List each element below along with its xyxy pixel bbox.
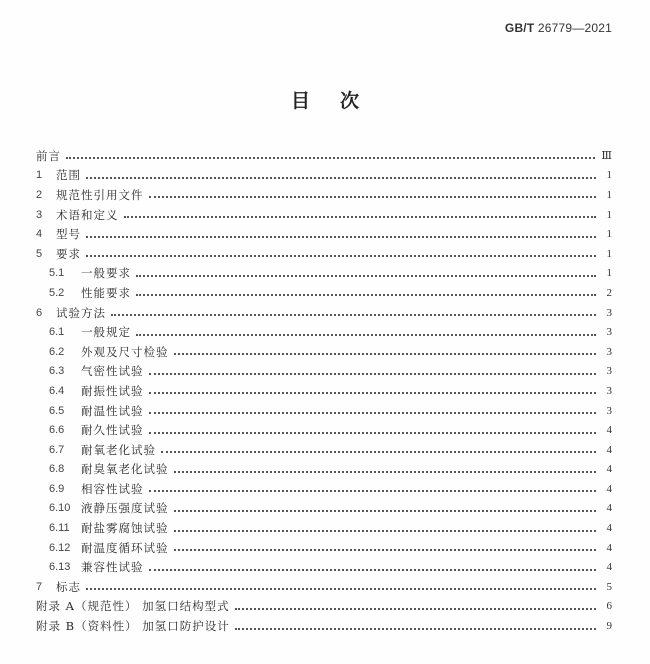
toc-entry[interactable] [36,362,612,382]
toc-dot-leader [149,568,597,571]
toc-entry[interactable] [36,381,612,401]
toc-dot-leader [136,333,596,336]
toc-entry-page: 1 [606,208,612,221]
toc-entry[interactable] [36,205,612,225]
toc-entry-label: 液静压强度试验 [81,501,169,516]
toc-entry-page: 1 [606,267,612,280]
toc-entry-label: 相容性试验 [81,481,144,496]
toc-entry[interactable] [36,303,612,323]
toc-entry-number: 6.7 [49,443,65,456]
toc-entry-page: 4 [606,502,612,515]
toc-entry-page: 5 [606,580,612,593]
toc-entry-label: 耐温度循环试验 [81,540,169,555]
toc-entry[interactable] [36,460,612,480]
toc-entry[interactable] [36,420,612,440]
toc-dot-leader [149,411,597,414]
toc-entry[interactable] [36,557,612,577]
toc-entry[interactable] [36,283,612,303]
toc-entry-label: 耐温性试验 [81,403,144,418]
toc-entry-number: 6.4 [49,384,65,397]
toc-dot-leader [174,352,597,355]
toc-entry-page: 4 [606,482,612,495]
toc-entry-page: 4 [606,463,612,476]
toc-entry-number: 1 [36,169,43,182]
toc-entry-number: 7 [36,580,43,593]
toc-dot-leader [86,587,596,590]
toc-entry-number: 6.5 [49,404,65,417]
toc-entry[interactable] [36,499,612,519]
toc-dot-leader [149,431,597,434]
toc-entry-page: 1 [606,247,612,260]
toc-entry-page: 3 [606,384,612,397]
toc-entry[interactable] [36,224,612,244]
toc-entry-page: 4 [606,443,612,456]
toc-entry-number: 4 [36,228,43,241]
toc-entry-number: 6.6 [49,424,65,437]
toc-entry[interactable] [36,264,612,284]
toc-entry[interactable] [36,146,612,166]
standard-prefix: GB/T [504,21,535,35]
toc-entry-label: 型号 [56,227,81,242]
toc-entry-page: 4 [606,522,612,535]
toc-entry-page: 3 [606,345,612,358]
toc-entry-number: 5.1 [49,267,65,280]
toc-entry[interactable] [36,440,612,460]
toc-entry-label: 标志 [56,579,81,594]
toc-title: 目次 [290,90,389,112]
page-bottom-edge [0,655,650,664]
toc-entry-label: 性能要求 [81,285,131,300]
toc-entry-number: 5 [36,247,43,260]
toc-entry-label: 一般要求 [81,266,131,281]
table-of-contents [36,146,612,636]
toc-entry-label: 耐氧老化试验 [81,442,156,457]
toc-dot-leader [111,313,596,316]
toc-entry[interactable] [36,342,612,362]
toc-entry[interactable] [36,322,612,342]
toc-entry-label: 耐臭氧老化试验 [81,462,169,477]
toc-entry-label: 要求 [56,246,81,261]
toc-entry-number: 6.2 [49,345,65,358]
toc-dot-leader [161,450,596,453]
toc-dot-leader [174,548,597,551]
toc-dot-leader [86,235,596,238]
toc-entry[interactable] [36,244,612,264]
toc-entry-page: 1 [606,188,612,201]
toc-dot-leader [149,489,597,492]
toc-entry-number: 5.2 [49,286,65,299]
toc-dot-leader [174,529,597,532]
toc-entry-number: 6.9 [49,482,65,495]
toc-dot-leader [136,274,596,277]
toc-entry-number: 6.10 [49,502,71,515]
toc-entry-page: 1 [606,169,612,182]
toc-entry-number: 6.11 [49,522,70,535]
toc-entry[interactable] [36,538,612,558]
toc-dot-leader [149,195,597,198]
toc-entry-label: 范围 [56,168,81,183]
toc-entry-page: 9 [606,620,612,633]
toc-dot-leader [149,391,597,394]
toc-entry-number: 6.13 [49,561,71,574]
toc-entry-label: 耐振性试验 [81,383,144,398]
toc-entry-label: 一般规定 [81,325,131,340]
toc-entry-label: 附录 A（规范性） 加氢口结构型式 [36,599,230,614]
toc-entry[interactable] [36,518,612,538]
toc-entry-page: 6 [606,600,612,613]
toc-entry[interactable] [36,401,612,421]
toc-entry-page: 3 [606,326,612,339]
toc-entry[interactable] [36,166,612,186]
toc-entry-number: 6.12 [49,541,71,554]
toc-dot-leader [174,509,597,512]
toc-dot-leader [86,254,596,257]
toc-entry-label: 附录 B（资料性） 加氢口防护设计 [36,619,230,634]
toc-entry-page: 4 [606,424,612,437]
toc-entry-page: 1 [606,228,612,241]
toc-entry-page: 3 [606,404,612,417]
toc-entry-label: 试验方法 [56,305,106,320]
toc-entry-page: 4 [606,561,612,574]
toc-entry-label: 外观及尺寸检验 [81,344,169,359]
toc-entry[interactable] [36,185,612,205]
toc-entry-page: 3 [606,306,612,319]
toc-entry-number: 3 [36,208,43,221]
toc-entry-number: 6.8 [49,463,65,476]
toc-entry[interactable] [36,577,612,597]
toc-entry[interactable] [36,597,612,617]
toc-entry-label: 气密性试验 [81,364,144,379]
toc-dot-leader [174,470,597,473]
toc-entry-number: 2 [36,188,43,201]
toc-entry-number: 6.1 [49,326,65,339]
toc-entry[interactable] [36,479,612,499]
toc-entry-page: Ⅲ [601,150,612,163]
toc-entry-page: 2 [606,286,612,299]
standard-number [505,21,612,35]
toc-dot-leader [136,293,596,296]
toc-entry-label: 前言 [36,148,61,163]
toc-entry-page: 4 [606,541,612,554]
toc-entry[interactable] [36,616,612,636]
toc-entry-number: 6.3 [49,365,65,378]
toc-dot-leader [66,156,595,159]
toc-entry-page: 3 [606,365,612,378]
toc-entry-label: 耐久性试验 [81,423,144,438]
toc-dot-leader [235,607,596,610]
toc-dot-leader [86,176,596,179]
toc-dot-leader [124,215,597,218]
standard-code: 26779—2021 [537,21,612,35]
toc-entry-label: 兼容性试验 [81,560,144,575]
toc-entry-number: 6 [36,306,43,319]
toc-dot-leader [149,372,597,375]
toc-entry-label: 术语和定义 [56,207,119,222]
toc-entry-label: 耐盐雾腐蚀试验 [81,521,169,536]
toc-dot-leader [235,627,596,630]
toc-entry-label: 规范性引用文件 [56,187,144,202]
